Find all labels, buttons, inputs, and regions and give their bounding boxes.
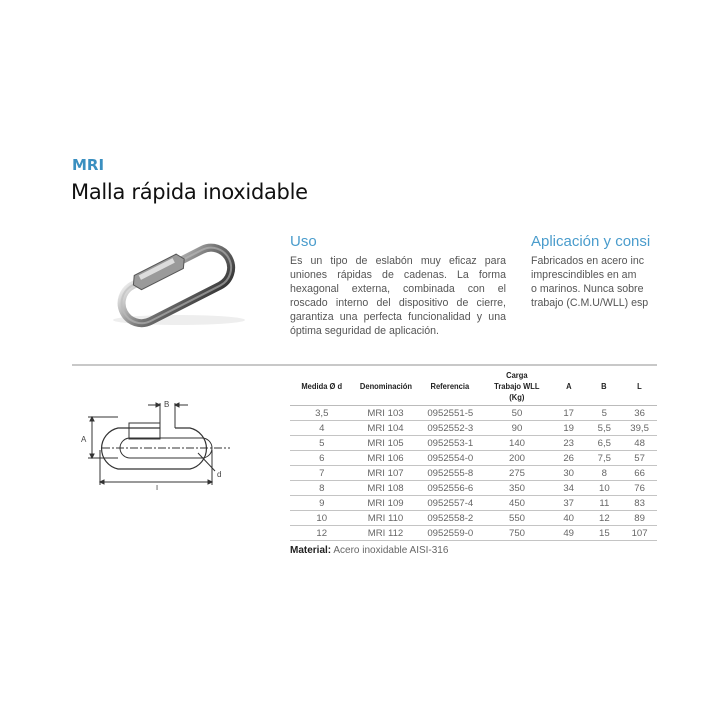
table-cell: 83 <box>622 496 657 511</box>
table-cell: 0952558-2 <box>417 511 483 526</box>
aplicacion-heading: Aplicación y consi <box>531 233 651 250</box>
table-cell: 90 <box>483 421 551 436</box>
table-cell: 8 <box>586 466 622 481</box>
table-cell: 34 <box>551 481 587 496</box>
table-cell: 140 <box>483 436 551 451</box>
table-cell: MRI 107 <box>354 466 418 481</box>
column-header: B <box>589 367 620 406</box>
table-row <box>290 406 657 421</box>
table-cell: 0952559-0 <box>417 526 483 541</box>
table-cell: MRI 104 <box>354 421 418 436</box>
material-value: Acero inoxidable AISI-316 <box>333 545 449 556</box>
table-cell: 275 <box>483 466 551 481</box>
table-cell: 48 <box>622 436 657 451</box>
table-cell: 9 <box>290 496 354 511</box>
column-header: L <box>624 367 655 406</box>
product-title: Malla rápida inoxidable <box>71 180 308 204</box>
material-label: Material: <box>290 545 332 556</box>
table-cell: 550 <box>483 511 551 526</box>
table-cell: 49 <box>551 526 587 541</box>
section-divider <box>72 364 657 366</box>
aplicacion-line: Fabricados en acero inc <box>531 255 645 267</box>
aplicacion-section <box>531 230 657 340</box>
table-row <box>290 451 657 466</box>
table-cell: 8 <box>290 481 354 496</box>
table-cell: MRI 112 <box>354 526 418 541</box>
table-cell: MRI 110 <box>354 511 418 526</box>
table-cell: MRI 103 <box>354 406 418 421</box>
table-cell: 200 <box>483 451 551 466</box>
table-cell: 5 <box>586 406 622 421</box>
table-cell: 0952557-4 <box>417 496 483 511</box>
table-cell: 76 <box>622 481 657 496</box>
table-cell: 350 <box>483 481 551 496</box>
column-header: A <box>553 367 584 406</box>
table-cell: 0952554-0 <box>417 451 483 466</box>
dimension-diagram <box>80 395 230 490</box>
table-row <box>290 511 657 526</box>
table-cell: MRI 108 <box>354 481 418 496</box>
table-cell: 17 <box>551 406 587 421</box>
table-cell: 19 <box>551 421 587 436</box>
table-cell: 750 <box>483 526 551 541</box>
column-header: Medida Ø d <box>294 367 350 406</box>
dimension-label-d: d <box>217 470 222 479</box>
aplicacion-line: o marinos. Nunca sobre <box>531 283 644 295</box>
table-cell: MRI 106 <box>354 451 418 466</box>
uso-description: Es un tipo de eslabón muy eficaz para uniones rápidas de cadenas. La forma hexagonal externa, combinada con el roscado interno del dispositivo de cierre, garantiza una perfecta funcionalidad y una óptima seguridad de aplicación. <box>290 255 506 337</box>
table-cell: 10 <box>290 511 354 526</box>
table-cell: 5,5 <box>586 421 622 436</box>
table-cell: 11 <box>586 496 622 511</box>
table-cell: 0952553-1 <box>417 436 483 451</box>
table-cell: 50 <box>483 406 551 421</box>
table-cell: 15 <box>586 526 622 541</box>
dimension-label-a: A <box>81 435 87 444</box>
table-cell: 30 <box>551 466 587 481</box>
table-cell: 40 <box>551 511 587 526</box>
table-cell: 12 <box>586 511 622 526</box>
uso-heading: Uso <box>290 233 317 250</box>
table-header-row <box>290 367 657 406</box>
table-cell: 57 <box>622 451 657 466</box>
table-cell: 37 <box>551 496 587 511</box>
table-cell: 3,5 <box>290 406 354 421</box>
table-cell: 0952552-3 <box>417 421 483 436</box>
column-header: Denominación <box>357 367 413 406</box>
table-cell: 0952551-5 <box>417 406 483 421</box>
table-cell: 5 <box>290 436 354 451</box>
table-cell: MRI 109 <box>354 496 418 511</box>
table-row <box>290 436 657 451</box>
table-cell: MRI 105 <box>354 436 418 451</box>
table-row <box>290 496 657 511</box>
table-cell: 6 <box>290 451 354 466</box>
table-cell: 12 <box>290 526 354 541</box>
table-row <box>290 481 657 496</box>
column-header: Referencia <box>421 367 479 406</box>
column-header: Carga Trabajo WLL (Kg) <box>487 367 547 406</box>
specifications-table <box>290 367 657 541</box>
table-cell: 7 <box>290 466 354 481</box>
table-cell: 0952556-6 <box>417 481 483 496</box>
table-cell: 36 <box>622 406 657 421</box>
table-cell: 23 <box>551 436 587 451</box>
table-body <box>290 406 657 541</box>
aplicacion-line: trabajo (C.M.U/WLL) esp <box>531 297 649 309</box>
material-note <box>290 545 448 556</box>
table-cell: 4 <box>290 421 354 436</box>
table-cell: 89 <box>622 511 657 526</box>
table-cell: 10 <box>586 481 622 496</box>
table-row <box>290 421 657 436</box>
table-cell: 450 <box>483 496 551 511</box>
table-cell: 39,5 <box>622 421 657 436</box>
dimension-label-l: L <box>156 484 161 490</box>
table-cell: 7,5 <box>586 451 622 466</box>
product-code: MRI <box>72 156 105 174</box>
table-cell: 6,5 <box>586 436 622 451</box>
aplicacion-line: imprescindibles en am <box>531 269 637 281</box>
dimension-label-b: B <box>164 400 170 409</box>
table-cell: 0952555-8 <box>417 466 483 481</box>
table-row <box>290 526 657 541</box>
quick-link-photo <box>95 240 255 330</box>
table-cell: 107 <box>622 526 657 541</box>
table-cell: 26 <box>551 451 587 466</box>
page-crop-edge <box>657 230 720 560</box>
table-cell: 66 <box>622 466 657 481</box>
table-row <box>290 466 657 481</box>
